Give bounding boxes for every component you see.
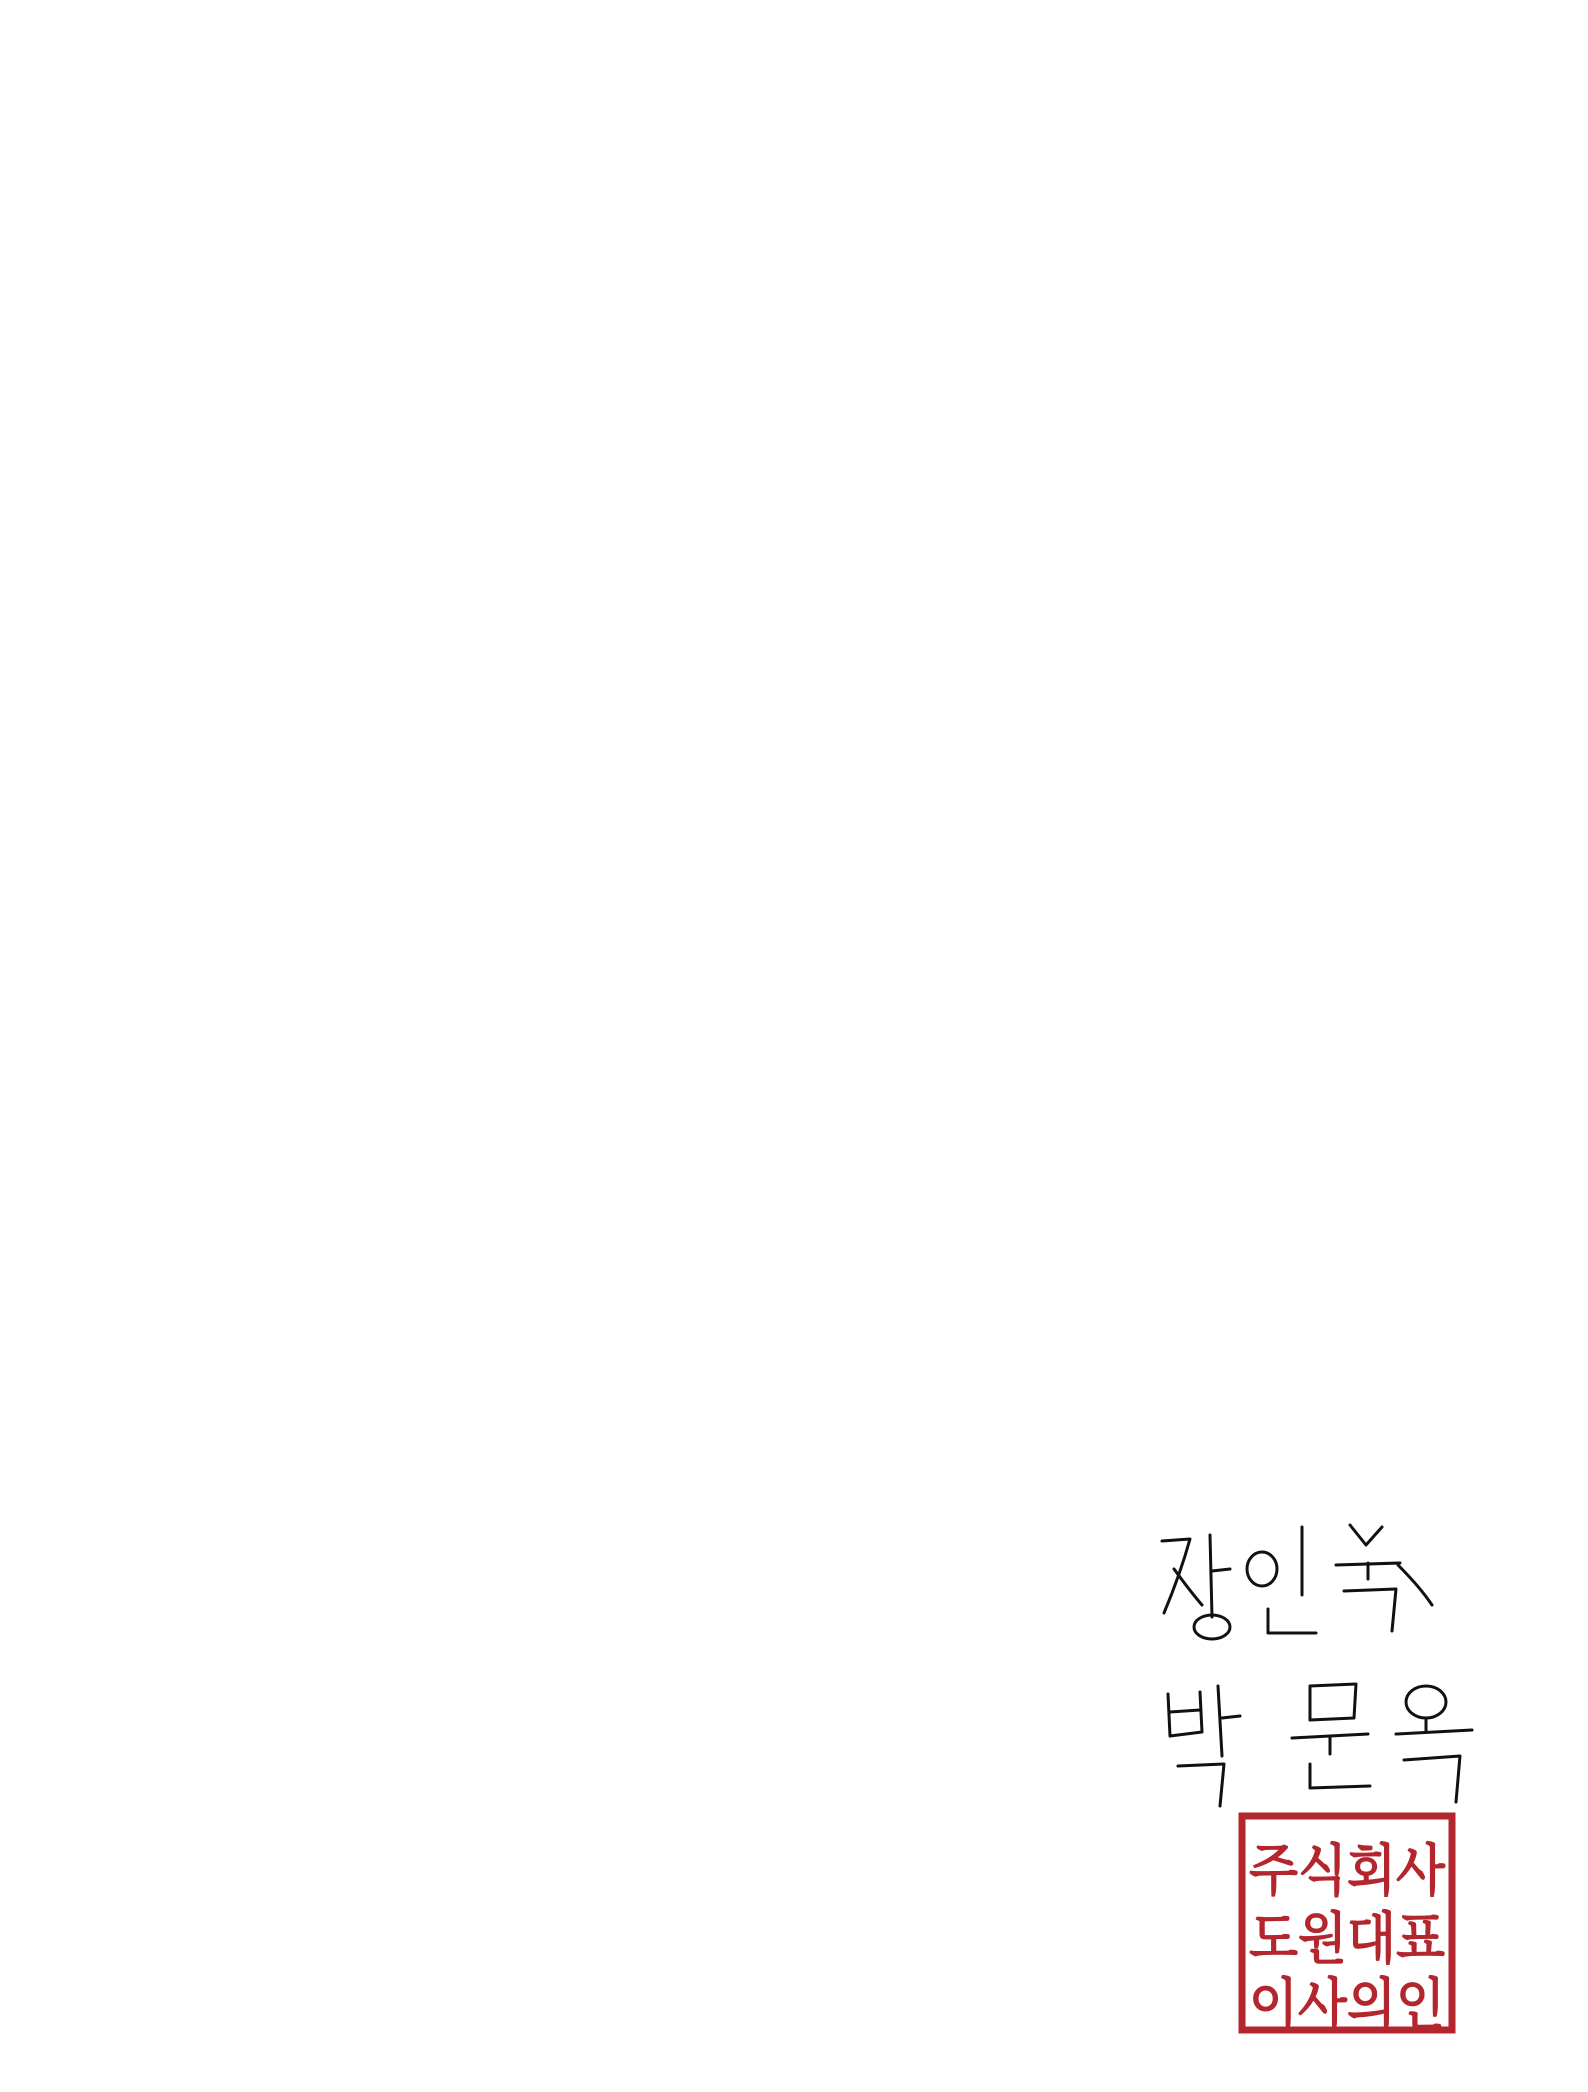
svg-text:주식회사: 주식회사 <box>1249 1839 1446 1904</box>
svg-text:이사의인: 이사의인 <box>1249 1973 1445 2034</box>
caregiver-handwritten-signature <box>1160 1672 1490 1812</box>
client-handwritten-signature <box>1150 1505 1490 1645</box>
svg-text:도원대표: 도원대표 <box>1249 1907 1445 1972</box>
contract-body <box>45 0 1545 54</box>
date-line <box>0 1404 1588 1430</box>
company-seal-stamp <box>1238 1812 1456 2034</box>
